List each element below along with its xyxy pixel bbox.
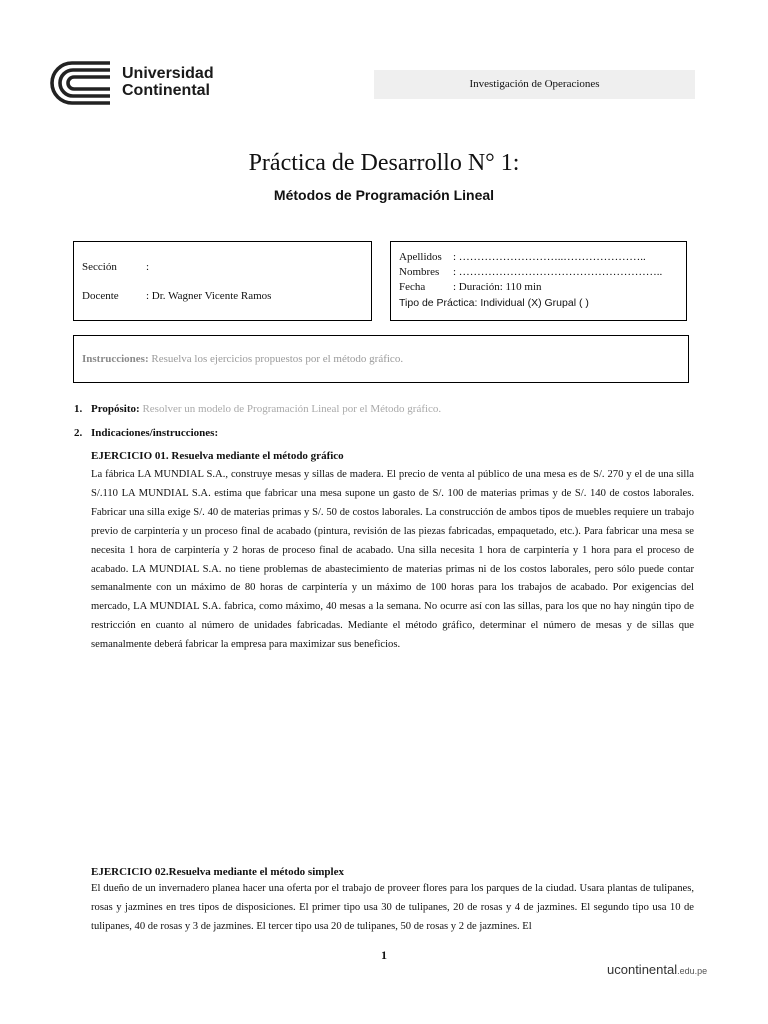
course-title-bar: Investigación de Operaciones [374,70,695,99]
date-value: : Duración: 110 min [453,281,542,293]
section-value: : [146,261,150,273]
logo-mark-icon [50,60,112,106]
page-number: 1 [381,948,387,962]
page-title: Práctica de Desarrollo N° 1: [248,150,520,176]
footer-domain: .edu.pe [677,966,708,976]
info-box-right [390,241,687,321]
date-row [399,281,542,293]
teacher-row [82,290,271,302]
list-item [74,427,218,439]
exercise1-text: La fábrica LA MUNDIAL S.A., construye mesas y sillas de madera. El precio de venta al público de una mesa es de S/. 270 y el de una silla S/.110 LA MUNDIAL S.A. estima que fabricar una mesa supone un gasto de S/. 100 de materias primas y de S/. 140 de costos laborales. Fabricar una silla exige S/. 40 de materias primas y S/. 50 de costos laborales. La construcción de ambos tipos de muebles requiere un trabajo previo de carpintería y un proceso final de acabado (pintura, revisión de las piezas fabricadas, empaquetado, etc.). Para fabricar una mesa se necesita 1 hora de carpintería y 2 horas de proceso final de acabado. Una silla necesita 1 hora de carpintería y 1 hora para el proceso de acabado. LA MUNDIAL S.A. no tiene problemas de abastecimiento de materias primas ni de los costos laborales, pero sólo puede contar semanalmente con un máximo de 80 horas de carpintería y un máximo de 100 horas para los trabajos de acabado. Por exigencias del mercado, LA MUNDIAL S.A. fabrica, como máximo, 40 mesas a la semana. No ocurre así con las sillas, para los que no hay ningún tipo de restricción en cuanto al número de unidades fabricadas. Mediante el método gráfico, determinar el número de mesas y de sillas que semanalmente deberá fabricar la empresa para maximizar sus beneficios. [91,469,694,651]
item-label: Propósito: [91,403,140,415]
names-label: Nombres [399,266,440,278]
exercise2-title: EJERCICIO 02.Resuelva mediante el método simplex [91,866,344,878]
names-row [399,266,662,278]
list-item [74,403,441,415]
exercise1-title: EJERCICIO 01. Resuelva mediante el método gráfico [91,450,344,462]
item-text: Resolver un modelo de Programación Lineal por el Método gráfico. [142,403,442,415]
date-label: Fecha [399,281,426,293]
logo-line1: Universidad [122,65,214,82]
item-label: Indicaciones/instrucciones: [91,427,219,439]
exercise2-text: El dueño de un invernadero planea hacer una oferta por el trabajo de proveer flores para los parques de la ciudad. Usara plantas de tulipanes, rosas y jazmines en tres tipos de disposiciones. El primer tipo usa 30 de tulipanes, 20 de rosas y 4 de jazmines. El segundo tipo usa 10 de tulipanes, 40 de rosas y 3 de jazmines. El tercer tipo usa 20 de tulipanes, 50 de rosas y 2 de jazmines. El [91,883,694,932]
names-value: : ……………………………………………….. [453,266,663,278]
item-number: 1. [74,403,83,415]
surname-value: : ………………………..………………….. [453,251,646,263]
practice-type: Tipo de Práctica: Individual (X) Grupal ( ) [399,297,589,309]
item-number: 2. [74,427,83,439]
section-label: Sección [82,261,117,273]
teacher-label: Docente [82,290,119,302]
surname-row [399,251,646,263]
footer-logo [607,962,707,977]
teacher-value: : Dr. Wagner Vicente Ramos [146,290,272,302]
university-logo [50,60,230,106]
section-row [82,261,149,273]
instructions-box [73,335,689,383]
surname-label: Apellidos [399,251,442,263]
logo-text [122,65,214,99]
logo-line2: Continental [122,82,210,99]
instructions-text: Resuelva los ejercicios propuestos por el método gráfico. [151,353,404,365]
instructions-label: Instrucciones: [82,353,149,365]
instructions-line [82,353,403,365]
page-subtitle: Métodos de Programación Lineal [273,187,495,203]
info-box-left [73,241,372,321]
footer-brand: ucontinental [607,962,678,977]
